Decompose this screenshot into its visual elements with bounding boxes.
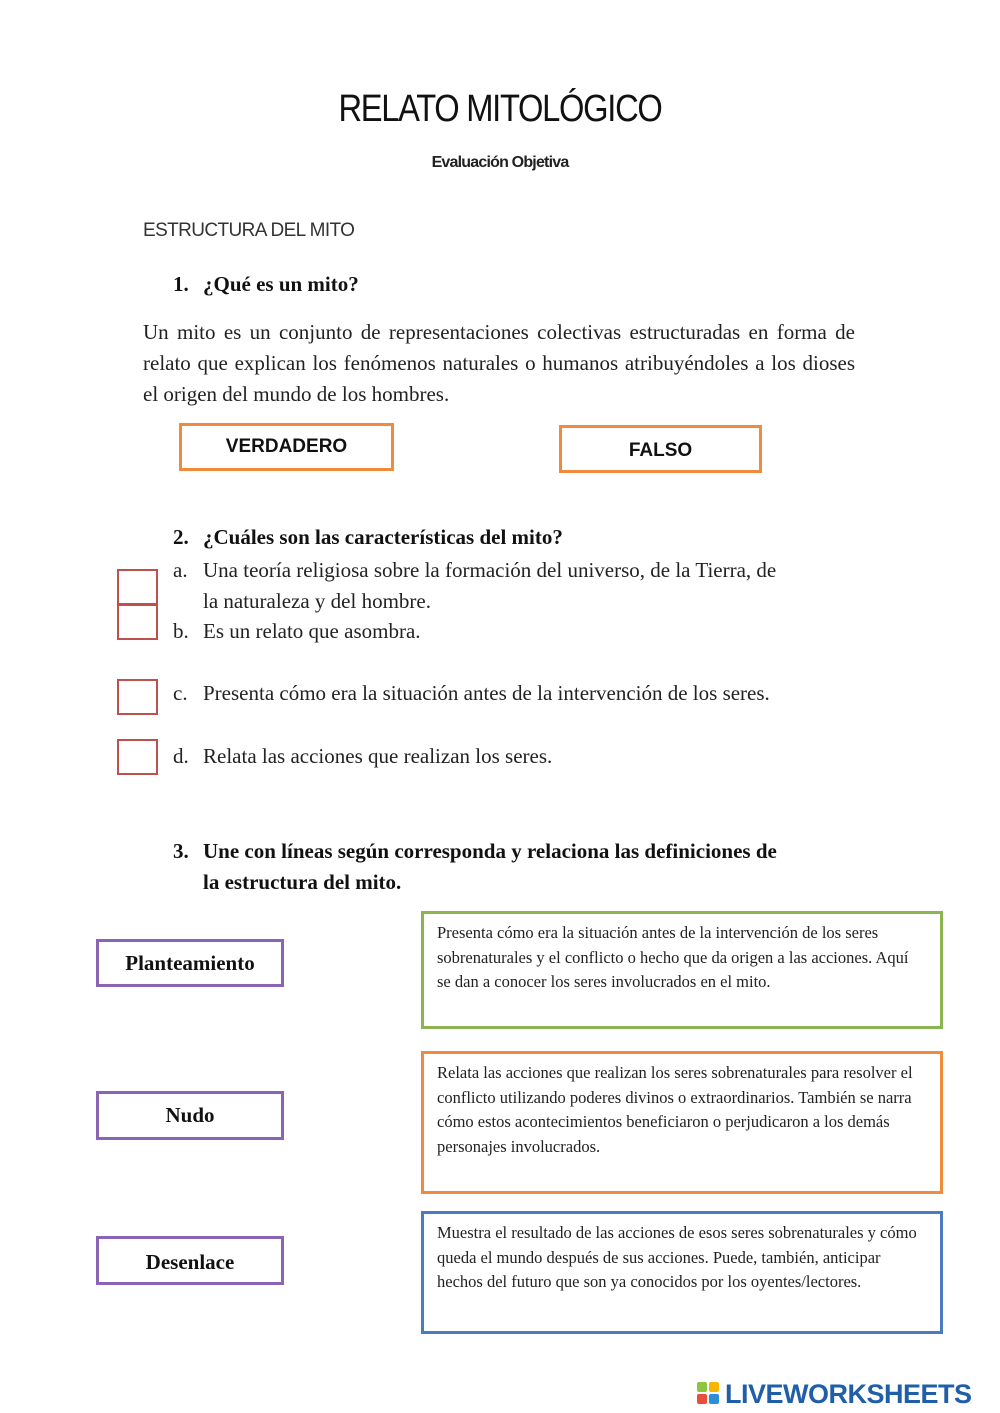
definition-2[interactable]: Relata las acciones que realizan los seres sobrenaturales para resolver el conflicto utilizando poderes divinos o extraordinarios. También se narra cómo estos acontecimientos beneficiaron o perjudicaron a los demás personajes involucrados.: [421, 1051, 943, 1194]
question-3-text-line2: la estructura del mito.: [203, 870, 402, 894]
question-1-statement: Un mito es un conjunto de representaciones colectivas estructuradas en forma de relato que explican los fenómenos naturales o humanos atribuyéndoles a los dioses el origen del mundo de los hombres.: [143, 320, 855, 406]
question-3-number: 3.: [173, 839, 189, 863]
option-a-checkbox[interactable]: [117, 569, 158, 605]
option-c: [173, 678, 770, 709]
option-b-letter: b.: [173, 619, 189, 643]
option-d: [173, 741, 552, 772]
term-nudo[interactable]: Nudo: [96, 1091, 284, 1140]
option-b: [173, 616, 421, 647]
option-c-checkbox[interactable]: [117, 679, 158, 715]
question-1-text: ¿Qué es un mito?: [203, 272, 359, 296]
option-a-text-line2: la naturaleza y del hombre.: [203, 589, 431, 613]
option-a-text-line1: Una teoría religiosa sobre la formación del universo, de la Tierra, de: [203, 558, 777, 582]
question-3: [173, 836, 777, 898]
definition-1[interactable]: Presenta cómo era la situación antes de la intervención de los seres sobrenaturales y el conflicto o hecho que da origen a las acciones. Aquí se dan a conocer los seres involucrados en el mito.: [421, 911, 943, 1029]
option-a: [173, 555, 776, 617]
true-button[interactable]: VERDADERO: [179, 423, 394, 471]
page-title: RELATO MITOLÓGICO: [338, 88, 662, 130]
term-planteamiento[interactable]: Planteamiento: [96, 939, 284, 987]
term-desenlace[interactable]: Desenlace: [96, 1236, 284, 1285]
option-a-letter: a.: [173, 558, 188, 582]
question-1: [173, 272, 359, 297]
liveworksheets-brand: LIVEWORKSHEETS: [725, 1378, 972, 1409]
question-1-number: 1.: [173, 272, 189, 296]
option-b-checkbox[interactable]: [117, 604, 158, 640]
option-d-text: Relata las acciones que realizan los seres.: [203, 744, 553, 768]
option-c-text: Presenta cómo era la situación antes de la intervención de los seres.: [203, 681, 770, 705]
false-button[interactable]: FALSO: [559, 425, 762, 473]
question-3-text-line1: Une con líneas según corresponda y relaciona las definiciones de: [203, 839, 777, 863]
liveworksheets-logo: [697, 1377, 972, 1411]
definition-3[interactable]: Muestra el resultado de las acciones de esos seres sobrenaturales y cómo queda el mundo después de sus acciones. Puede, también, anticipar hechos del futuro que son ya conocidos por los oyentes/lectores.: [421, 1211, 943, 1334]
option-b-text: Es un relato que asombra.: [203, 619, 421, 643]
question-2-text: ¿Cuáles son las características del mito?: [203, 525, 563, 549]
section-heading: ESTRUCTURA DEL MITO: [143, 220, 355, 241]
question-2: [173, 525, 563, 550]
page-subtitle: Evaluación Objetiva: [431, 154, 569, 171]
liveworksheets-logo-icon: [697, 1382, 721, 1406]
option-d-letter: d.: [173, 744, 189, 768]
question-2-number: 2.: [173, 525, 189, 549]
option-d-checkbox[interactable]: [117, 739, 158, 775]
option-c-letter: c.: [173, 681, 188, 705]
